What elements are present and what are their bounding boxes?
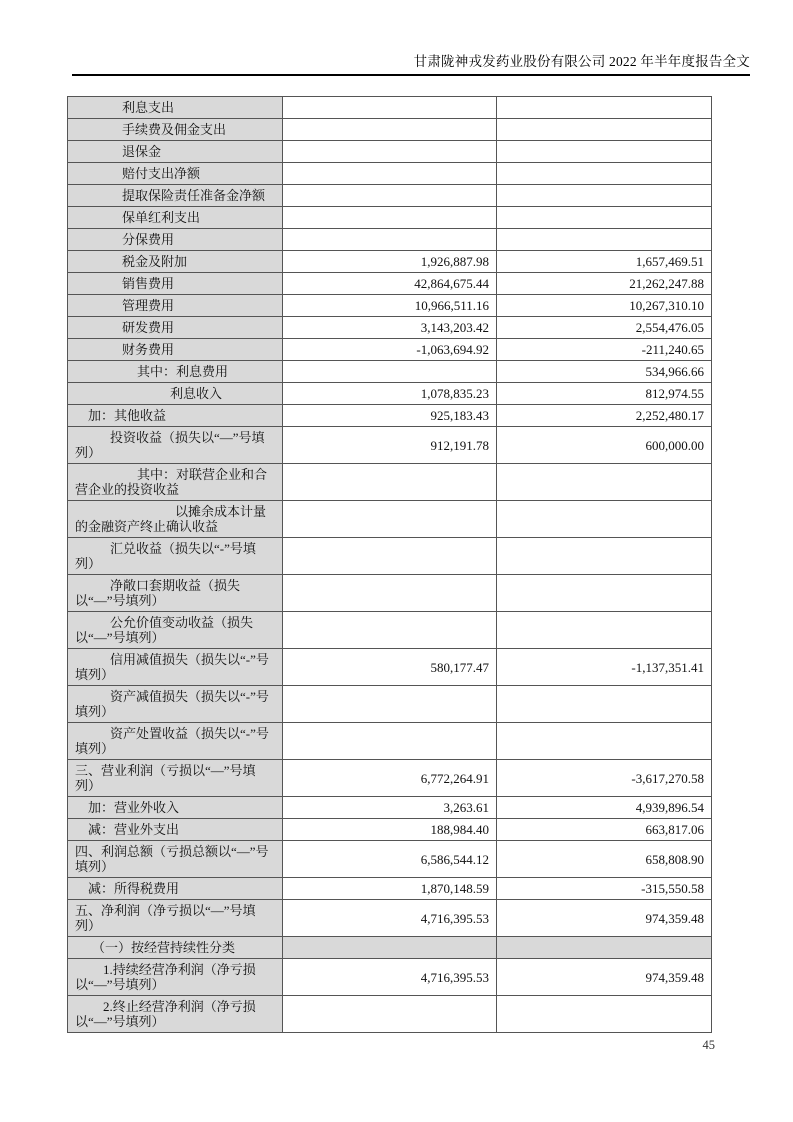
table-row (68, 141, 712, 163)
current-period-value-cell (283, 686, 497, 723)
row-label-cell: 减：所得税费用 (68, 878, 283, 900)
prior-period-value-cell: 10,267,310.10 (497, 295, 712, 317)
current-period-value-cell (283, 361, 497, 383)
row-label-cell: 公允价值变动收益（损失以“—”号填列） (68, 612, 283, 649)
page-header-title: 甘肃陇神戎发药业股份有限公司 2022 年半年度报告全文 (413, 54, 750, 69)
row-label-cell: 分保费用 (68, 229, 283, 251)
current-period-value-cell: 925,183.43 (283, 405, 497, 427)
table-row (68, 538, 712, 575)
current-period-value-cell: 4,716,395.53 (283, 900, 497, 937)
current-period-value-cell: 42,864,675.44 (283, 273, 497, 295)
prior-period-value-cell (497, 538, 712, 575)
row-label-cell: 资产处置收益（损失以“-”号填列） (68, 723, 283, 760)
prior-period-value-cell: -211,240.65 (497, 339, 712, 361)
prior-period-value-cell: -3,617,270.58 (497, 760, 712, 797)
row-label-cell: 利息支出 (68, 97, 283, 119)
table-row (68, 841, 712, 878)
current-period-value-cell: 10,966,511.16 (283, 295, 497, 317)
current-period-value-cell: 580,177.47 (283, 649, 497, 686)
prior-period-value-cell: 974,359.48 (497, 959, 712, 996)
table-row (68, 900, 712, 937)
current-period-value-cell: 6,772,264.91 (283, 760, 497, 797)
table-row (68, 959, 712, 996)
current-period-value-cell (283, 163, 497, 185)
row-label-cell: 减：营业外支出 (68, 819, 283, 841)
table-row (68, 996, 712, 1033)
row-label-cell: 2.终止经营净利润（净亏损以“—”号填列） (68, 996, 283, 1033)
prior-period-value-cell (497, 163, 712, 185)
row-label-cell: 赔付支出净额 (68, 163, 283, 185)
row-label-cell: 投资收益（损失以“—”号填列） (68, 427, 283, 464)
row-label-cell: 五、净利润（净亏损以“—”号填列） (68, 900, 283, 937)
prior-period-value-cell: 600,000.00 (497, 427, 712, 464)
current-period-value-cell: 3,263.61 (283, 797, 497, 819)
income-statement-table (67, 96, 712, 1033)
current-period-value-cell (283, 464, 497, 501)
table-row (68, 251, 712, 273)
row-label-cell: 加：其他收益 (68, 405, 283, 427)
current-period-value-cell: -1,063,694.92 (283, 339, 497, 361)
prior-period-value-cell (497, 937, 712, 959)
row-label-cell: 手续费及佣金支出 (68, 119, 283, 141)
prior-period-value-cell: 1,657,469.51 (497, 251, 712, 273)
table-row (68, 686, 712, 723)
row-label-cell: 四、利润总额（亏损总额以“—”号填列） (68, 841, 283, 878)
row-label-cell: 信用减值损失（损失以“-”号填列） (68, 649, 283, 686)
current-period-value-cell (283, 538, 497, 575)
current-period-value-cell: 912,191.78 (283, 427, 497, 464)
current-period-value-cell (283, 207, 497, 229)
table-row (68, 317, 712, 339)
row-label-cell: 净敞口套期收益（损失以“—”号填列） (68, 575, 283, 612)
current-period-value-cell (283, 501, 497, 538)
prior-period-value-cell: 658,808.90 (497, 841, 712, 878)
prior-period-value-cell: 534,966.66 (497, 361, 712, 383)
current-period-value-cell (283, 723, 497, 760)
prior-period-value-cell (497, 612, 712, 649)
table-row (68, 361, 712, 383)
row-label-cell: 其中：利息费用 (68, 361, 283, 383)
income-statement-body (68, 97, 712, 1033)
table-row (68, 119, 712, 141)
row-label-cell: 退保金 (68, 141, 283, 163)
current-period-value-cell: 6,586,544.12 (283, 841, 497, 878)
table-row (68, 760, 712, 797)
table-row (68, 273, 712, 295)
table-row (68, 163, 712, 185)
table-row (68, 819, 712, 841)
prior-period-value-cell: 2,554,476.05 (497, 317, 712, 339)
prior-period-value-cell (497, 723, 712, 760)
row-label-cell: 保单红利支出 (68, 207, 283, 229)
row-label-cell: 三、营业利润（亏损以“—”号填列） (68, 760, 283, 797)
page-number: 45 (702, 1038, 715, 1052)
current-period-value-cell: 4,716,395.53 (283, 959, 497, 996)
current-period-value-cell: 3,143,203.42 (283, 317, 497, 339)
prior-period-value-cell: 663,817.06 (497, 819, 712, 841)
current-period-value-cell (283, 996, 497, 1033)
row-label-cell: 销售费用 (68, 273, 283, 295)
row-label-cell: 管理费用 (68, 295, 283, 317)
row-label-cell: 提取保险责任准备金净额 (68, 185, 283, 207)
current-period-value-cell (283, 97, 497, 119)
table-row (68, 723, 712, 760)
prior-period-value-cell (497, 185, 712, 207)
row-label-cell: 财务费用 (68, 339, 283, 361)
row-label-cell: 利息收入 (68, 383, 283, 405)
table-row (68, 937, 712, 959)
prior-period-value-cell: 2,252,480.17 (497, 405, 712, 427)
table-row (68, 649, 712, 686)
prior-period-value-cell (497, 207, 712, 229)
table-row (68, 97, 712, 119)
current-period-value-cell: 188,984.40 (283, 819, 497, 841)
table-row (68, 612, 712, 649)
current-period-value-cell (283, 575, 497, 612)
row-label-cell: （一）按经营持续性分类 (68, 937, 283, 959)
table-row (68, 575, 712, 612)
current-period-value-cell: 1,078,835.23 (283, 383, 497, 405)
current-period-value-cell (283, 141, 497, 163)
table-row (68, 295, 712, 317)
prior-period-value-cell: 21,262,247.88 (497, 273, 712, 295)
prior-period-value-cell (497, 686, 712, 723)
table-row (68, 207, 712, 229)
table-row (68, 797, 712, 819)
row-label-cell: 1.持续经营净利润（净亏损以“—”号填列） (68, 959, 283, 996)
current-period-value-cell (283, 612, 497, 649)
row-label-cell: 汇兑收益（损失以“-”号填列） (68, 538, 283, 575)
table-row (68, 383, 712, 405)
header-rule (72, 74, 750, 76)
prior-period-value-cell: 812,974.55 (497, 383, 712, 405)
prior-period-value-cell (497, 464, 712, 501)
table-row (68, 427, 712, 464)
row-label-cell: 加：营业外收入 (68, 797, 283, 819)
prior-period-value-cell: -1,137,351.41 (497, 649, 712, 686)
table-row (68, 878, 712, 900)
row-label-cell: 资产减值损失（损失以“-”号填列） (68, 686, 283, 723)
prior-period-value-cell (497, 996, 712, 1033)
prior-period-value-cell (497, 97, 712, 119)
prior-period-value-cell (497, 501, 712, 538)
table-row (68, 405, 712, 427)
current-period-value-cell (283, 229, 497, 251)
row-label-cell: 以摊余成本计量的金融资产终止确认收益 (68, 501, 283, 538)
prior-period-value-cell (497, 229, 712, 251)
current-period-value-cell (283, 119, 497, 141)
prior-period-value-cell (497, 575, 712, 612)
row-label-cell: 其中：对联营企业和合营企业的投资收益 (68, 464, 283, 501)
prior-period-value-cell (497, 141, 712, 163)
prior-period-value-cell (497, 119, 712, 141)
row-label-cell: 研发费用 (68, 317, 283, 339)
current-period-value-cell (283, 937, 497, 959)
prior-period-value-cell: 4,939,896.54 (497, 797, 712, 819)
table-row (68, 501, 712, 538)
prior-period-value-cell: 974,359.48 (497, 900, 712, 937)
table-row (68, 464, 712, 501)
prior-period-value-cell: -315,550.58 (497, 878, 712, 900)
table-row (68, 339, 712, 361)
row-label-cell: 税金及附加 (68, 251, 283, 273)
table-row (68, 185, 712, 207)
table-row (68, 229, 712, 251)
current-period-value-cell: 1,926,887.98 (283, 251, 497, 273)
current-period-value-cell: 1,870,148.59 (283, 878, 497, 900)
current-period-value-cell (283, 185, 497, 207)
